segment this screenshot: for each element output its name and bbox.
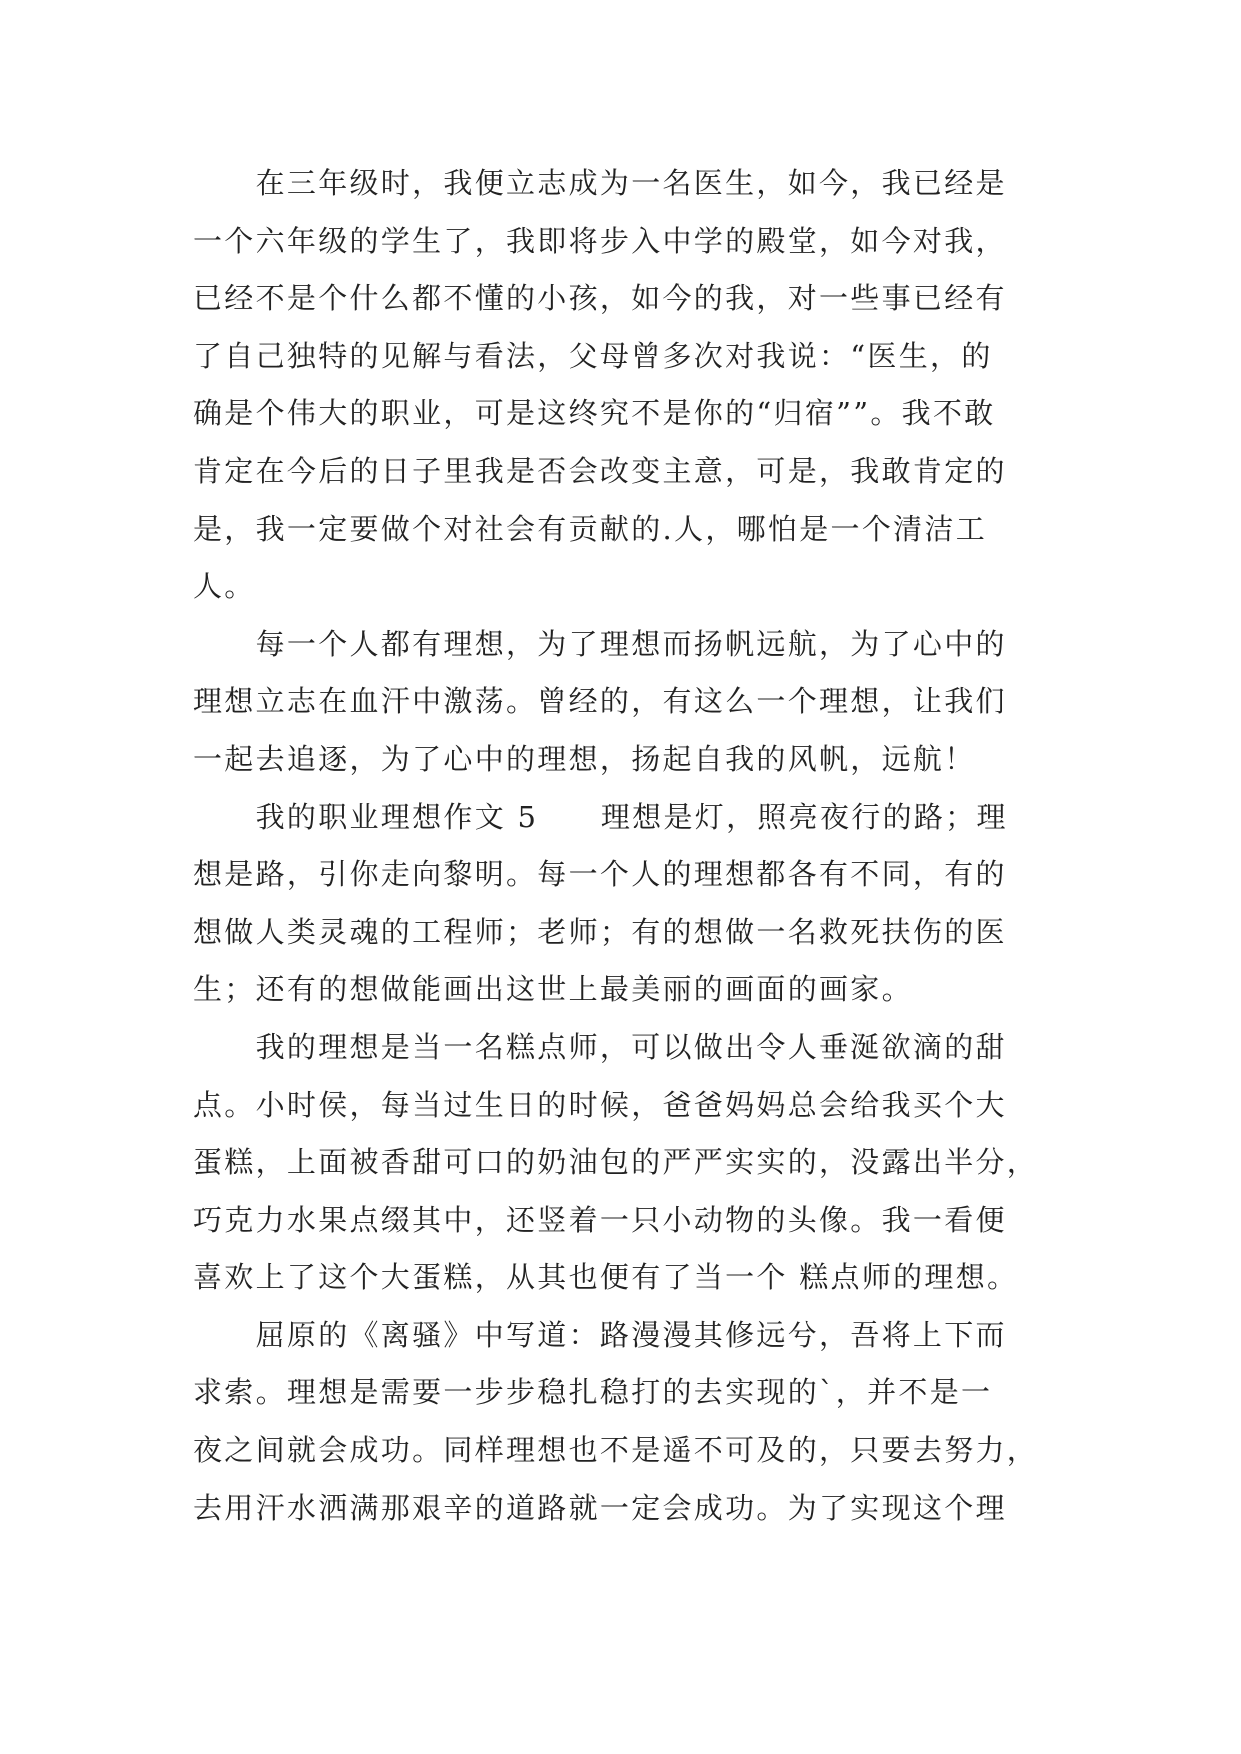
text-line: 一起去追逐，为了心中的理想，扬起自我的风帆，远航！ [193, 741, 976, 776]
text-line: 生；还有的想做能画出这世上最美丽的画面的画家。 [193, 972, 913, 1007]
text-line: 蛋糕，上面被香甜可口的奶油包的严严实实的，没露出半分， [193, 1145, 1039, 1180]
text-line: 去用汗水洒满那艰辛的道路就一定会成功。为了实现这个理 [193, 1490, 1007, 1525]
text-line: 已经不是个什么都不懂的小孩，如今的我，对一些事已经有 [193, 281, 1007, 316]
text-line: 我的理想是当一名糕点师，可以做出令人垂涎欲滴的甜 [193, 1029, 1007, 1064]
text-line: 求索。理想是需要一步步稳扎稳打的去实现的`，并不是一 [193, 1375, 993, 1410]
text-line: 我的职业理想作文 5 理想是灯，照亮夜行的路；理 [193, 799, 1008, 834]
text-line: 想做人类灵魂的工程师；老师；有的想做一名救死扶伤的医 [193, 914, 1007, 949]
text-line: 确是个伟大的职业，可是这终究不是你的“归宿””。我不敢 [193, 396, 996, 431]
text-line: 喜欢上了这个大蛋糕，从其也便有了当一个 糕点师的理想。 [193, 1260, 1019, 1295]
text-line: 是，我一定要做个对社会有贡献的.人，哪怕是一个清洁工 [193, 511, 988, 546]
text-line: 巧克力水果点缀其中，还竖着一只小动物的头像。我一看便 [193, 1202, 1007, 1237]
text-line: 点。小时侯，每当过生日的时候，爸爸妈妈总会给我买个大 [193, 1087, 1007, 1122]
text-line: 了自己独特的见解与看法，父母曾多次对我说：“医生，的 [193, 338, 993, 373]
text-line: 在三年级时，我便立志成为一名医生，如今，我已经是 [193, 166, 1007, 200]
text-line: 每一个人都有理想，为了理想而扬帆远航，为了心中的 [193, 626, 1007, 661]
text-line: 人。 [193, 569, 256, 604]
text-line: 理想立志在血汗中激荡。曾经的，有这么一个理想，让我们 [193, 684, 1007, 719]
essay-text [193, 155, 1063, 1537]
text-line: 想是路，引你走向黎明。每一个人的理想都各有不同，有的 [193, 857, 1007, 892]
text-line: 夜之间就会成功。同样理想也不是遥不可及的，只要去努力， [193, 1433, 1039, 1468]
text-line: 肯定在今后的日子里我是否会改变主意，可是，我敢肯定的 [193, 453, 1007, 488]
text-line: 一个六年级的学生了，我即将步入中学的殿堂，如今对我， [193, 223, 1007, 258]
text-line: 屈原的《离骚》中写道：路漫漫其修远兮，吾将上下而 [193, 1317, 1007, 1352]
